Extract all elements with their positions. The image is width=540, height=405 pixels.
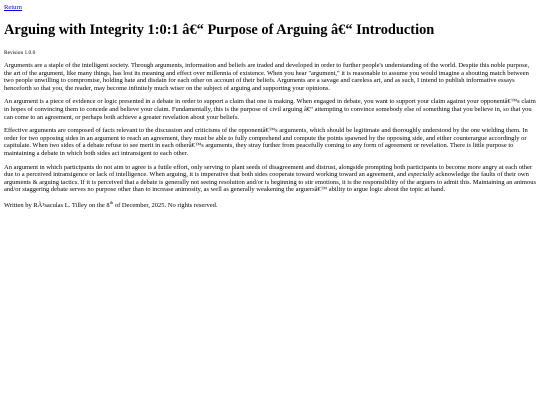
revision-label: Revision 1.0.0 [4, 50, 36, 56]
document-page [4, 4, 536, 210]
paragraph-cooperation-text-after: acknowledge the faults of their own arguments & arguing tactics. If it is perceived that a debate is generally not seeing resolution and/or is beginning to stir emotions, it is the responsibility of the arguers to admit this. Maintaining an animous and/or staggering debate serves no purpose other than to increase animosity, as well as generally weakening the arguersâ€™ ability to argue logic about the topic at hand. [4, 171, 536, 194]
return-link[interactable]: Return [4, 4, 22, 11]
paragraph-effective-arguments: Effective arguments are composed of facts relevant to the discussion and criticisms of the opponentâ€™s arguments, which should be legitimate and thoroughly understood by the one wielding them. In order for two opposing sides in an argument to reach an agreement, they must be able to fully comprehend and compute the points spawned by the opposing side, and either counterargue accordingly or capitulate. When two sides of a debate refuse to see merit in each otherâ€™s arguments, they stray further from peacefully coming to any form of agreement or revelation. There is little purpose to maintaining a debate in which both sides act intransigent to each other. [4, 127, 528, 157]
author-footer-after: of December, 2025. No rights reserved. [113, 201, 218, 209]
paragraph-intro: Arguments are a staple of the intelligent society. Through arguments, information and beliefs are traded and developed in order to further people's understanding of the world. Despite this noble purpose, the art of the argument, like many things, has lost its meaning and effect over millennia of existence. When you hear "argument," it is reasonable to assume you would imagine a shouting match between two people unwilling to compromise, holding hate and disdain for each other on account of their beliefs. Arguments are a savage and careless art, and as such, I intend to publish informative essays henceforth so that you, the reader, may become infinitely much wiser on the subject of arguing and supporting your opinions. [4, 62, 530, 92]
paragraph-definition: An argument is a piece of evidence or logic presented in a debate in order to support a claim that one is making. When engaged in debate, you want to support your claim against your opponentâ€™s claim in hopes of convincing them to concede and believe your claim. Fundamentally, this is the purpose of civil arguing â€“ attempting to convince somebody else of something that you believe in, so that you can come to an agreement, or perhaps both achieve a greater revelation about your beliefs. [4, 98, 536, 121]
paragraph-cooperation [4, 164, 536, 194]
date-ordinal-suffix: th [109, 199, 114, 205]
page-title: Arguing with Integrity 1:0:1 â€“ Purpose of Arguing â€“ Introduction [4, 22, 435, 38]
paragraph-cooperation-text-before: An argument in which participants do not aim to agree is a futile effort, only serving to plant seeds of disagreement and distrust, alongside prompting both participants to become more angry at each other due to a perceived intransigence or lack of intelligence. When arguing, it is imperative that both sides cooperate toward working toward an agreement, and [4, 163, 533, 179]
emphasis-word: especially [407, 171, 434, 179]
author-footer [4, 199, 536, 210]
author-footer-before: Written by RÃ³saculas L. Tilley on the 8 [4, 201, 110, 209]
